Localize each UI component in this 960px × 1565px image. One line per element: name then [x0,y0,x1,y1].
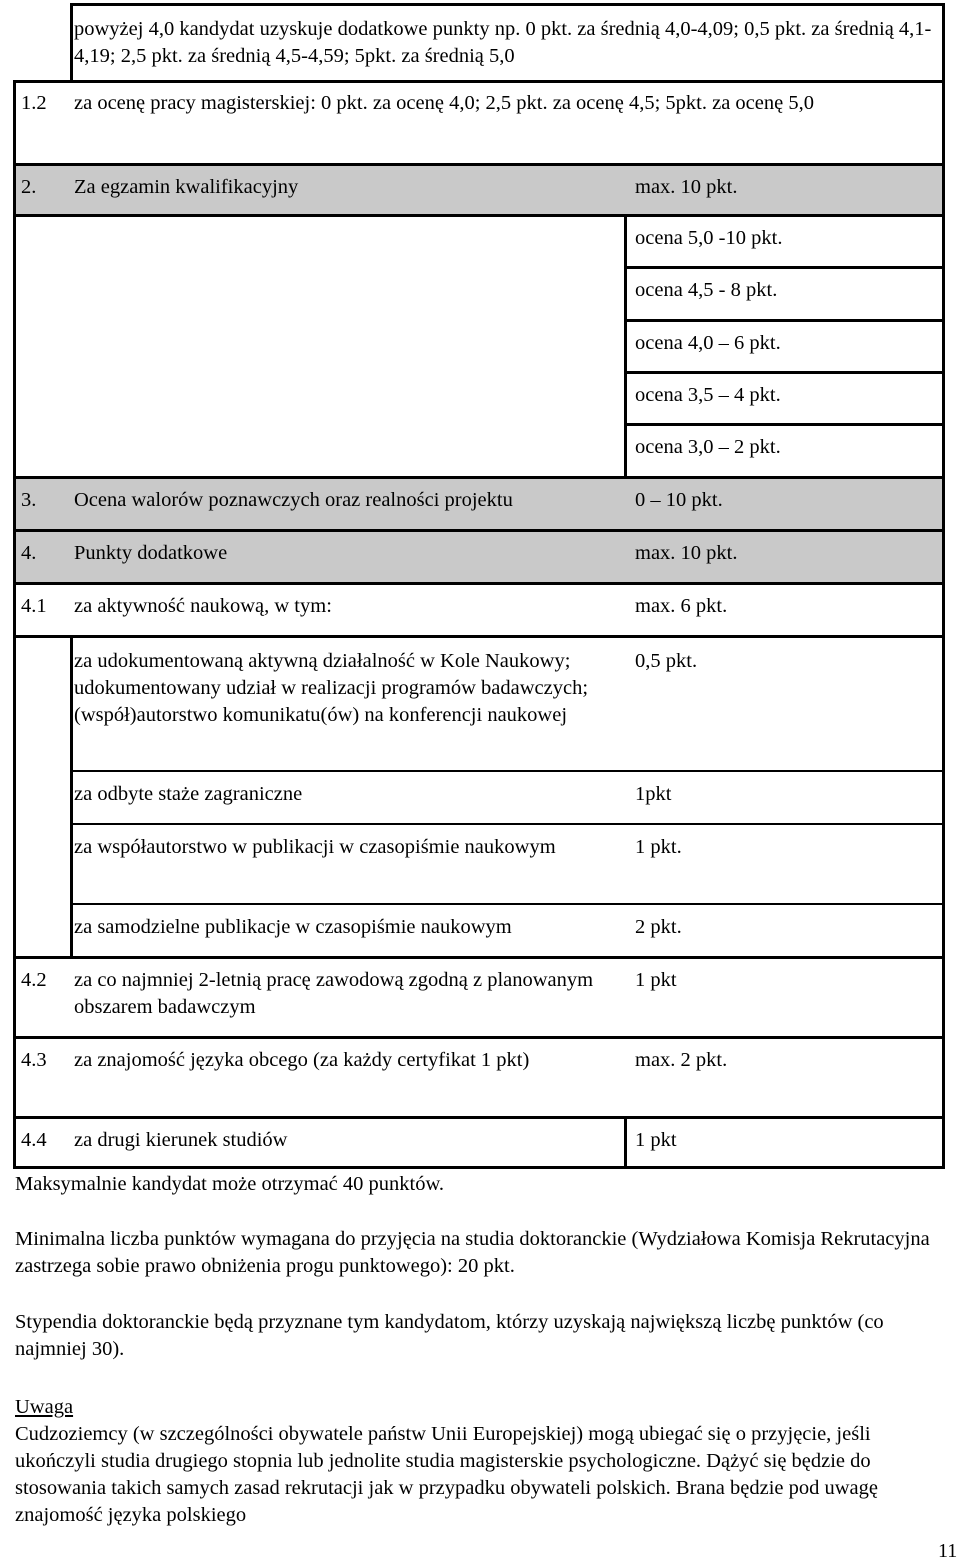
stipends-text: Stypendia doktoranckie będą przyznane tym kandydatom, którzy uzyskają największą liczbę punktów (co najmniej 30). [15,1311,884,1360]
row-number: 3. [21,489,37,511]
row-border [13,163,945,166]
row-label: za znajomość języka obcego (za każdy certyfikat 1 pkt) [74,1049,530,1071]
grade-row-border [624,371,945,374]
row-number: 4.3 [21,1049,47,1071]
row-label: Punkty dodatkowe [74,542,228,564]
grade-value: ocena 3,0 – 2 pkt. [635,436,781,458]
row-border [13,582,945,585]
row-label: Ocena walorów poznawczych oraz realności projektu [74,489,513,511]
table-border-bottom [13,1166,945,1169]
row-border [13,529,945,532]
grade-row-border [624,266,945,269]
note-heading: Uwaga [15,1396,74,1418]
row-label: za ocenę pracy magisterskiej: 0 pkt. za ocenę 4,0; 2,5 pkt. za ocenę 4,5; 5pkt. za ocenę 5,0 [74,92,814,114]
page-number: 11 [938,1540,958,1562]
row-label: powyżej 4,0 kandydat uzyskuje dodatkowe punkty np. 0 pkt. za średnią 4,0-4,09; 0,5 pkt. za średnią 4,1-4,19; 2,5 pkt. za średnią 4,5-4,59; 5pkt. za średnią 5,0 [74,18,932,67]
min-points-text: Minimalna liczba punktów wymagana do przyjęcia na studia doktoranckie (Wydziałowa Komisja Rekrutacyjna zastrzega sobie prawo obniżenia progu punktowego): 20 pkt. [15,1228,930,1277]
row-value: max. 2 pkt. [635,1049,728,1071]
grade-value: ocena 5,0 -10 pkt. [635,227,783,249]
grade-value: ocena 4,5 - 8 pkt. [635,279,778,301]
grade-value: ocena 3,5 – 4 pkt. [635,384,781,406]
row-number: 1.2 [21,92,47,114]
row-label: za odbyte staże zagraniczne [74,783,303,805]
row-border [13,80,945,83]
row-value: 0 – 10 pkt. [635,489,723,511]
last-row-column-border [624,1116,627,1169]
row-label: za udokumentowaną aktywną działalność w Kole Naukowy; udokumentowany udział w realizacji programów badawczych; (współ)autorstwo komunikatu(ów) na konferencji naukowej [74,650,589,726]
row-border [13,1116,945,1119]
row-border [13,476,945,479]
row-value: 1 pkt [635,1129,677,1151]
grade-row-border [624,319,945,322]
row-number: 2. [21,176,37,198]
row-border [13,956,945,959]
row-value: 1pkt [635,783,672,805]
row-value: 2 pkt. [635,916,682,938]
table-border-right [942,3,945,1169]
row-border [13,1036,945,1039]
row-value: max. 10 pkt. [635,176,738,198]
row-value: 0,5 pkt. [635,650,698,672]
row-label: za samodzielne publikacje w czasopiśmie naukowym [74,916,512,938]
row-border [13,214,945,217]
max-points-text: Maksymalnie kandydat może otrzymać 40 punktów. [15,1173,445,1195]
row-value: max. 6 pkt. [635,595,728,617]
subrow-border [70,823,945,825]
row-label: Za egzamin kwalifikacyjny [74,176,299,198]
row-label: za co najmniej 2-letnią pracę zawodową zgodną z planowanym obszarem badawczym [74,969,594,1018]
row-number: 4.2 [21,969,47,991]
grade-value: ocena 4,0 – 6 pkt. [635,332,781,354]
row-value: 1 pkt. [635,836,682,858]
table-border-left [13,81,16,1169]
subrow-border [70,903,945,905]
row-number: 4.4 [21,1129,47,1151]
table-border-top [70,3,945,6]
row-number: 4.1 [21,595,47,617]
subrow-left-border [70,635,73,958]
row-label: za współautorstwo w publikacji w czasopiśmie naukowym [74,836,556,858]
row-number: 4. [21,542,37,564]
row-label: za drugi kierunek studiów [74,1129,288,1151]
row-label: za aktywność naukową, w tym: [74,595,332,617]
table-border-left-top [70,3,73,81]
row-value: 1 pkt [635,969,677,991]
grade-column-border [624,214,627,478]
grade-row-border [624,423,945,426]
subrow-border [70,770,945,772]
row-value: max. 10 pkt. [635,542,738,564]
note-body: Cudzoziemcy (w szczególności obywatele państw Unii Europejskiej) mogą ubiegać się o przyjęcie, jeśli ukończyli studia drugiego stopnia lub jednolite studia magisterskie psychologiczne. Dążyć się będzie do stosowania takich samych zasad rekrutacji jak w przypadku obywateli polskich. Brana będzie pod uwagę znajomość języka polskiego [15,1423,878,1526]
row-border [13,635,945,638]
